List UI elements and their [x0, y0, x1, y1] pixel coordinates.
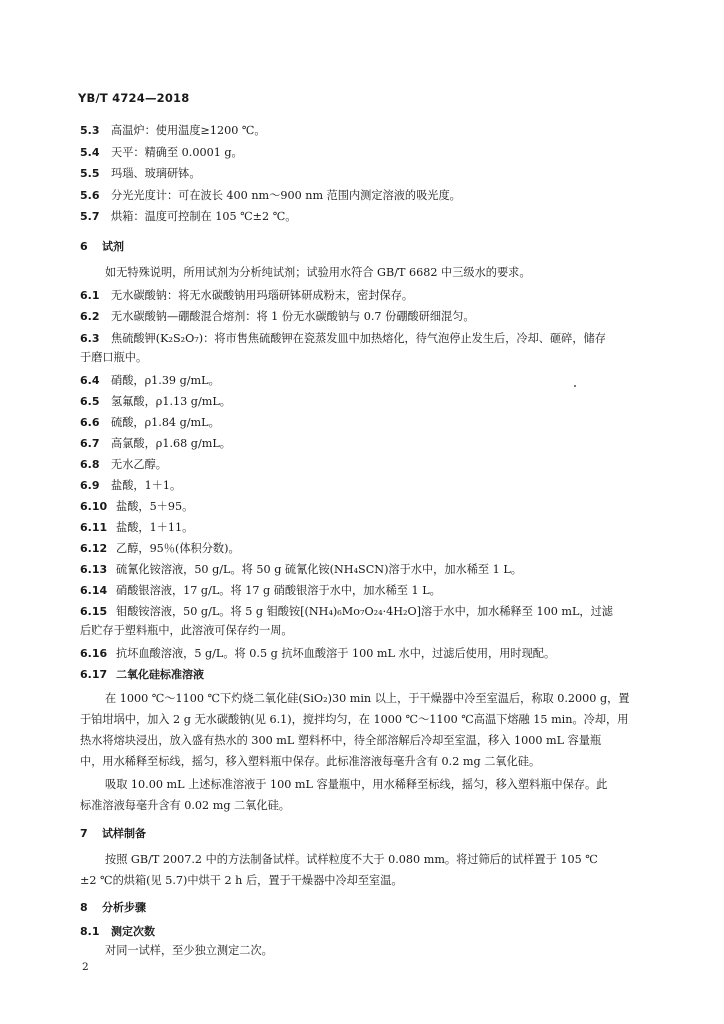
item-6-3: 6.3 焦硫酸钾(K₂S₂O₇)：将市售焦硫酸钾在瓷蒸发皿中加热熔化，待气泡停止发生后，冷却、砸碎，储存 [80, 332, 606, 345]
item-5-6: 5.6 分光光度计：可在波长 400 nm～900 nm 范围内测定溶液的吸光度。 [80, 189, 461, 202]
section-8-1-text: 对同一试样，至少独立测定二次。 [105, 944, 273, 957]
item-6-2: 6.2 无水碳酸钠—硼酸混合熔剂：将 1 份无水碳酸钠与 0.7 份硼酸研细混匀。 [80, 310, 475, 323]
section-7-line1: 按照 GB/T 2007.2 中的方法制备试样。试样粒度不大于 0.080 mm。将过筛后的试样置于 105 ℃ [105, 853, 598, 866]
item-6-6: 6.6 硫酸，ρ1.84 g/mL。 [80, 416, 220, 429]
section-8-1-heading: 8.1 测定次数 [80, 925, 155, 938]
item-5-3: 5.3 高温炉：使用温度≥1200 ℃。 [80, 124, 266, 137]
item-6-17: 6.17 二氧化硅标准溶液 [80, 668, 204, 681]
section-7-line2: ±2 ℃的烘箱(见 5.7)中烘干 2 h 后，置于干燥器中冷却至室温。 [80, 874, 403, 887]
item-5-5: 5.5 玛瑙、玻璃研钵。 [80, 167, 201, 180]
std-para2-line2: 标准溶液每毫升含有 0.02 mg 二氧化硅。 [80, 799, 290, 812]
item-6-9: 6.9 盐酸，1＋1。 [80, 479, 182, 492]
section-7-heading: 7 试样制备 [80, 827, 146, 840]
item-6-16: 6.16 抗坏血酸溶液，5 g/L。将 0.5 g 抗坏血酸溶于 100 mL 水中，过滤后使用，用时现配。 [80, 647, 556, 660]
section-6-intro: 如无特殊说明，所用试剂为分析纯试剂；试验用水符合 GB/T 6682 中三级水的要求。 [105, 266, 531, 279]
item-6-5: 6.5 氢氟酸，ρ1.13 g/mL。 [80, 395, 231, 408]
standard-header: YB/T 4724—2018 [78, 91, 190, 105]
section-6-heading: 6 试剂 [80, 240, 124, 253]
std-para1-line2: 于铂坩埚中，加入 2 g 无水碳酸钠(见 6.1)，搅拌均匀，在 1000 ℃～1100 ℃高温下熔融 15 min。冷却，用 [80, 713, 629, 726]
item-5-7: 5.7 烘箱：温度可控制在 105 ℃±2 ℃。 [80, 210, 297, 223]
item-5-4: 5.4 天平：精确至 0.0001 g。 [80, 146, 243, 159]
item-6-11: 6.11 盐酸，1＋11。 [80, 521, 194, 534]
item-6-15: 6.15 钼酸铵溶液，50 g/L。将 5 g 钼酸铵[(NH₄)₆Mo₇O₂₄·4H₂O]溶于水中，加水稀释至 100 mL，过滤 [80, 605, 613, 618]
page-number: 2 [82, 961, 89, 973]
item-6-13: 6.13 硫氰化铵溶液，50 g/L。将 50 g 硫氰化铵(NH₄SCN)溶于水中，加水稀至 1 L。 [80, 563, 522, 576]
item-6-12: 6.12 乙醇，95％(体积分数)。 [80, 542, 240, 555]
item-6-14: 6.14 硝酸银溶液，17 g/L。将 17 g 硝酸银溶于水中，加水稀至 1 L。 [80, 584, 441, 597]
item-6-1: 6.1 无水碳酸钠：将无水碳酸钠用玛瑙研钵研成粉末，密封保存。 [80, 289, 414, 302]
item-6-10: 6.10 盐酸，5＋95。 [80, 500, 194, 513]
section-8-heading: 8 分析步骤 [80, 901, 146, 914]
scan-speck [574, 385, 576, 387]
item-6-3-continued: 于磨口瓶中。 [80, 351, 148, 364]
std-para1-line1: 在 1000 ℃～1100 ℃下灼烧二氧化硅(SiO₂)30 min 以上，于干燥器中冷至室温后，称取 0.2000 g，置 [105, 692, 630, 705]
std-para1-line4: 中，用水稀释至标线，摇匀，移入塑料瓶中保存。此标准溶液每毫升含有 0.2 mg 二氧化硅。 [80, 755, 541, 768]
item-6-8: 6.8 无水乙醇。 [80, 458, 167, 471]
item-6-4: 6.4 硝酸，ρ1.39 g/mL。 [80, 374, 220, 387]
item-6-15-continued: 后贮存于塑料瓶中，此溶液可保存约一周。 [80, 624, 293, 637]
std-para2-line1: 吸取 10.00 mL 上述标准溶液于 100 mL 容量瓶中，用水稀释至标线，摇匀，移入塑料瓶中保存。此 [105, 778, 608, 791]
std-para1-line3: 热水将熔块浸出，放入盛有热水的 300 mL 塑料杯中，待全部溶解后冷却至室温，移入 1000 mL 容量瓶 [80, 734, 602, 747]
item-6-7: 6.7 高氯酸，ρ1.68 g/mL。 [80, 437, 231, 450]
